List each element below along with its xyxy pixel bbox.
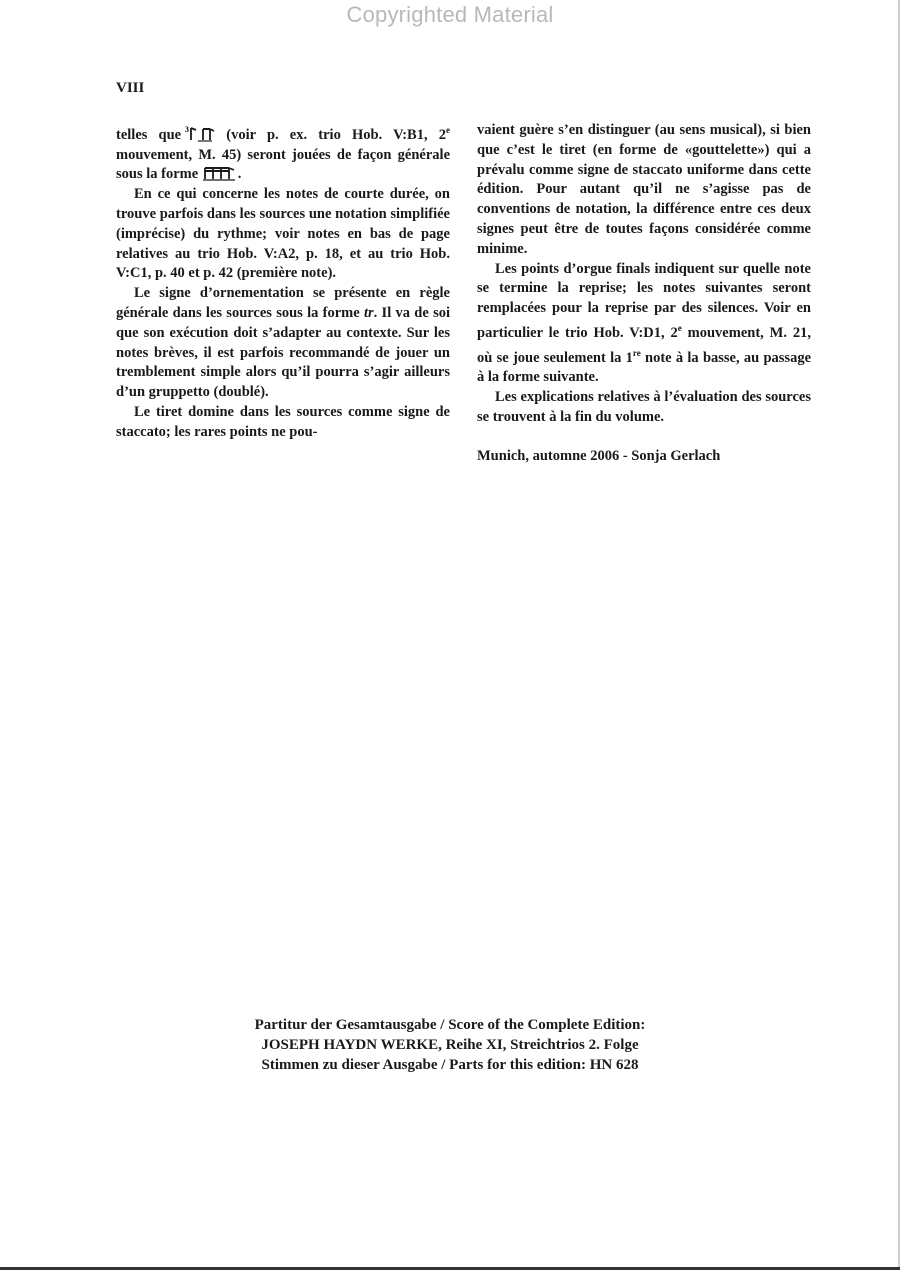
paragraph-notation-forms bbox=[116, 121, 450, 185]
superscript: re bbox=[632, 347, 641, 358]
paragraph-staccato-cont: vaient guère s’en distinguer (au sens musical), si bien que c’est le tiret (en forme de «gouttelette») qui a prévalu comme signe de staccato uniforme dans cette édition. Pour autant qu’il ne s’agisse pas de conventions de notation, la différence entre ces deux signes peut être de toutes façons considérée comme minime. bbox=[477, 122, 811, 257]
trill-sign: tr bbox=[363, 305, 374, 321]
triplet-notes-icon bbox=[181, 126, 215, 142]
signature-line: Munich, automne 2006 - Sonja Gerlach bbox=[477, 447, 721, 464]
footer-line-1: Partitur der Gesamtausgabe / Score of the Complete Edition: bbox=[254, 1017, 646, 1033]
paragraph-short-notes: En ce qui concerne les notes de courte durée, on trouve parfois dans les sources une notation simplifiée (imprécise) du rythme; voir notes en bas de page relatives au trio Hob. V:A2, p. 18, et au trio Hob. V:C1, p. 40 et p. 42 (première note). bbox=[116, 186, 450, 282]
paragraph-staccato-start: Le tiret domine dans les sources comme signe de staccato; les rares points ne pou- bbox=[116, 403, 450, 440]
edition-footer bbox=[0, 1015, 900, 1075]
footer-line-3: Stimmen zu dieser Ausgabe / Parts for this edition: HN 628 bbox=[261, 1057, 639, 1073]
right-column bbox=[477, 121, 811, 466]
text-run: Le signe d’ornementation se présente en règle générale dans les sources sous la forme bbox=[116, 285, 450, 321]
text-run: . Il va de soi que son exécution doit s’adapter au contexte. Sur les notes brèves, il est parfois recommandé de jouer un tremblement simple alors qu’il pourra s’agir ailleurs d’un gruppetto (doublé). bbox=[116, 305, 450, 401]
superscript: e bbox=[446, 125, 451, 135]
text-run: note à la basse, au passage à la forme suivante. bbox=[477, 349, 812, 386]
text-run: mouvement, M. 21, où se joue seulement la 1 bbox=[477, 324, 811, 366]
text-run: (voir p. ex. trio Hob. V:B1, 2 bbox=[215, 126, 447, 143]
text-run: telles que bbox=[116, 126, 182, 143]
text-run: . bbox=[237, 166, 242, 183]
paragraph-sources: Les explications relatives à l’évaluation des sources se trouvent à la fin du volume. bbox=[477, 389, 811, 425]
copyright-watermark: Copyrighted Material bbox=[346, 2, 554, 27]
sixteenth-notes-icon bbox=[202, 165, 238, 181]
superscript: e bbox=[677, 322, 682, 333]
text-run: mouvement, M. 45) seront jouées de façon générale sous la forme bbox=[116, 146, 450, 183]
paragraph-ornament bbox=[116, 284, 450, 403]
paragraph-fermata bbox=[477, 260, 811, 388]
text-run: Les points d’orgue finals indiquent sur quelle note se termine la reprise; les notes suivantes seront remplacées pour la reprise par des silences. Voir en particulier le trio Hob. V:D1, 2 bbox=[477, 260, 811, 341]
page-number: VIII bbox=[116, 80, 145, 96]
footer-line-2: JOSEPH HAYDN WERKE, Reihe XI, Streichtrios 2. Folge bbox=[261, 1037, 639, 1053]
left-column bbox=[116, 121, 450, 443]
triplet-number: 3 bbox=[185, 125, 190, 134]
